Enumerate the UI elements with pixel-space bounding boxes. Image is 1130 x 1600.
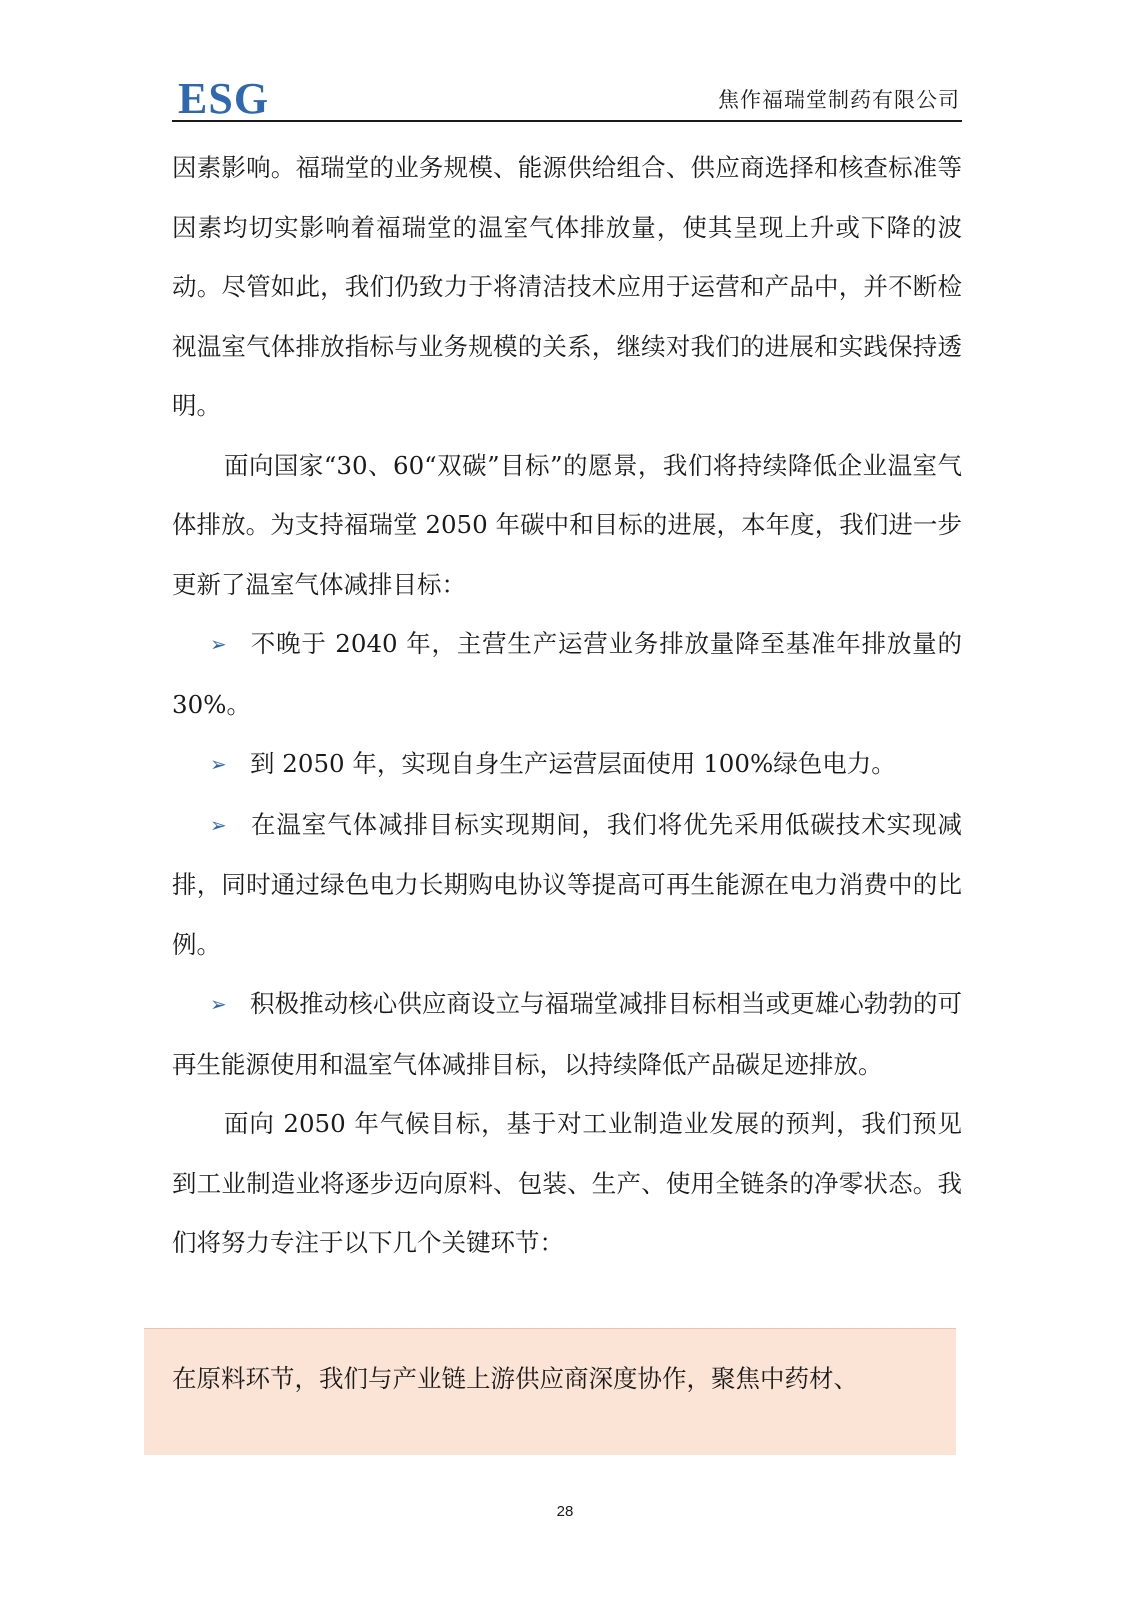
esg-logo: ESG: [178, 74, 270, 123]
arrow-right-icon: ➢: [210, 812, 227, 837]
bullet-text: 在温室气体减排目标实现期间，我们将优先采用低碳技术实现减排，同时通过绿色电力长期购电协议等提高可再生能源在电力消费中的比例。: [172, 809, 962, 959]
bullet-item-2040-target: [172, 614, 962, 734]
bullet-text: 到 2050 年，实现自身生产运营层面使用 100%绿色电力。: [250, 749, 896, 778]
bullet-item-low-carbon-tech: [172, 795, 962, 975]
page-header: [172, 72, 962, 122]
page-number: 28: [556, 1503, 574, 1520]
paragraph-dual-carbon-goal: 面向国家“30、60“双碳”目标”的愿景，我们将持续降低企业温室气体排放。为支持福瑞堂 2050 年碳中和目标的进展，本年度，我们进一步更新了温室气体减排目标：: [172, 450, 962, 599]
bullet-text: 不晚于 2040 年，主营生产运营业务排放量降至基准年排放量的 30%。: [172, 629, 962, 719]
bullet-item-supplier-targets: [172, 974, 962, 1094]
paragraph-emission-factors: 因素影响。福瑞堂的业务规模、能源供给组合、供应商选择和核查标准等因素均切实影响着福瑞堂的温室气体排放量，使其呈现上升或下降的波动。尽管如此，我们仍致力于将清洁技术应用于运营和产品中，并不断检视温室气体排放指标与业务规模的关系，继续对我们的进展和实践保持透明。: [172, 153, 962, 420]
highlight-callout-box: [144, 1328, 956, 1455]
document-body: [172, 138, 962, 1273]
paragraph-2050-climate-goal: 面向 2050 年气候目标，基于对工业制造业发展的预判，我们预见到工业制造业将逐步迈向原料、包装、生产、使用全链条的净零状态。我们将努力专注于以下几个关键环节：: [172, 1109, 962, 1257]
arrow-right-icon: ➢: [210, 632, 227, 656]
bullet-text: 积极推动核心供应商设立与福瑞堂减排目标相当或更雄心勃勃的可再生能源使用和温室气体减排目标，以持续降低产品碳足迹排放。: [172, 989, 962, 1079]
arrow-right-icon: ➢: [210, 752, 227, 776]
callout-text: 在原料环节，我们与产业链上游供应商深度协作，聚焦中药材、: [172, 1364, 858, 1393]
bullet-item-2050-green-power: [172, 734, 962, 795]
arrow-right-icon: ➢: [210, 992, 227, 1016]
company-name: 焦作福瑞堂制药有限公司: [718, 88, 960, 112]
